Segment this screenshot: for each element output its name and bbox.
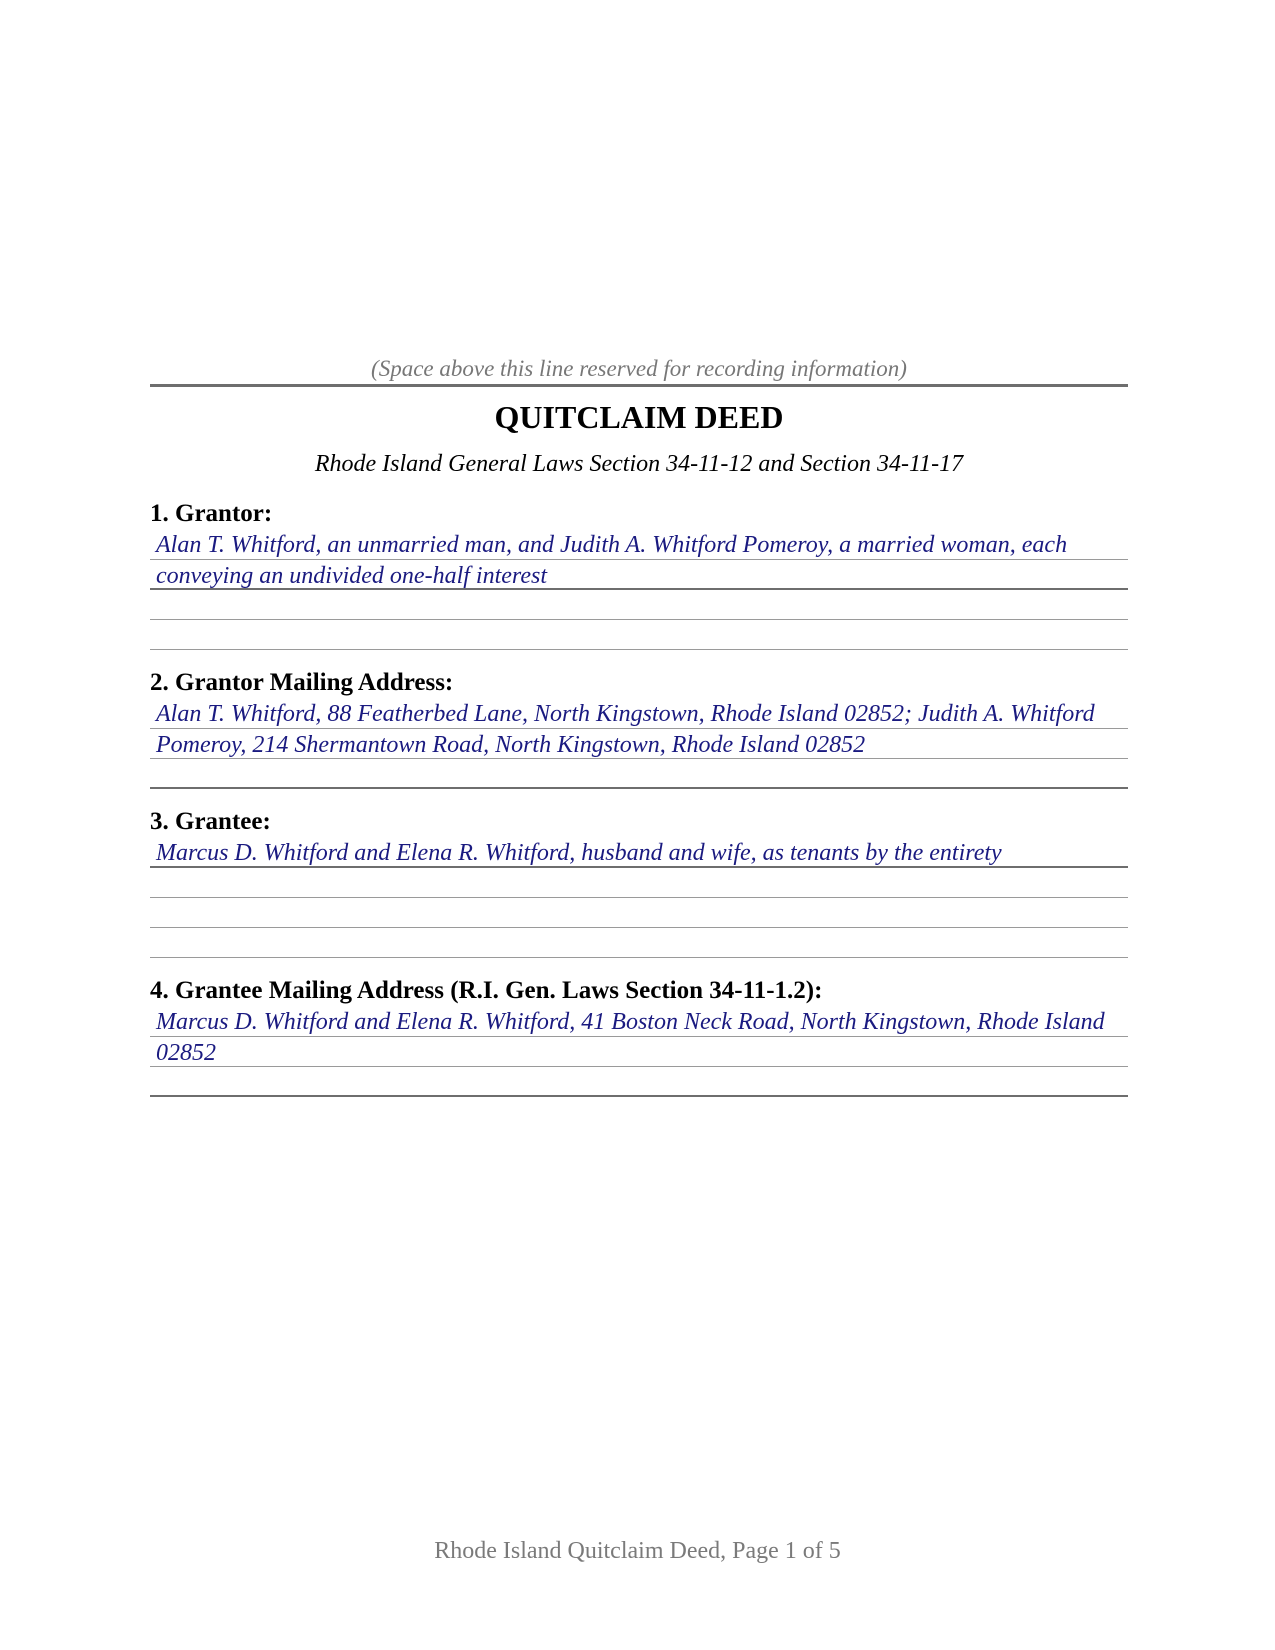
field-line bbox=[150, 1067, 1128, 1097]
section-grantor bbox=[150, 498, 1128, 650]
grantor-address-field bbox=[150, 699, 1128, 789]
field-line bbox=[150, 868, 1128, 898]
section-heading-grantee-address: 4. Grantee Mailing Address (R.I. Gen. Laws Section 34-11-1.2): bbox=[150, 977, 823, 1004]
grantor-address-text: Alan T. Whitford, 88 Featherbed Lane, North Kingstown, Rhode Island 02852; Judith A. Whitford Pomeroy, 214 Shermantown Road, North Kingstown, Rhode Island 02852 bbox=[156, 701, 1095, 758]
field-line bbox=[150, 898, 1128, 928]
document-title: QUITCLAIM DEED bbox=[494, 399, 784, 435]
field-line bbox=[150, 928, 1128, 958]
section-heading-grantee: 3. Grantee: bbox=[150, 808, 271, 835]
section-grantee-address bbox=[150, 975, 1128, 1097]
field-line bbox=[150, 759, 1128, 789]
section-grantor-address bbox=[150, 667, 1128, 789]
grantor-text: Alan T. Whitford, an unmarried man, and Judith A. Whitford Pomeroy, a married woman, each conveying an undivided one-half interest bbox=[156, 532, 1068, 589]
grantee-text: Marcus D. Whitford and Elena R. Whitford, husband and wife, as tenants by the entirety bbox=[156, 840, 1002, 866]
deed-content bbox=[150, 354, 1128, 1097]
section-heading-grantor: 1. Grantor: bbox=[150, 500, 273, 527]
section-grantee bbox=[150, 806, 1128, 958]
grantor-field bbox=[150, 530, 1128, 650]
field-line bbox=[150, 620, 1128, 650]
page-footer: Rhode Island Quitclaim Deed, Page 1 of 5 bbox=[434, 1538, 841, 1564]
recording-reserved-note: (Space above this line reserved for recording information) bbox=[150, 354, 1128, 387]
field-line bbox=[150, 590, 1128, 620]
document-subtitle: Rhode Island General Laws Section 34-11-12 and Section 34-11-17 bbox=[314, 451, 964, 477]
grantee-field bbox=[150, 838, 1128, 958]
grantee-address-text: Marcus D. Whitford and Elena R. Whitford, 41 Boston Neck Road, North Kingstown, Rhode Island 02852 bbox=[156, 1009, 1105, 1066]
section-heading-grantor-address: 2. Grantor Mailing Address: bbox=[150, 669, 454, 696]
grantee-address-field bbox=[150, 1007, 1128, 1097]
